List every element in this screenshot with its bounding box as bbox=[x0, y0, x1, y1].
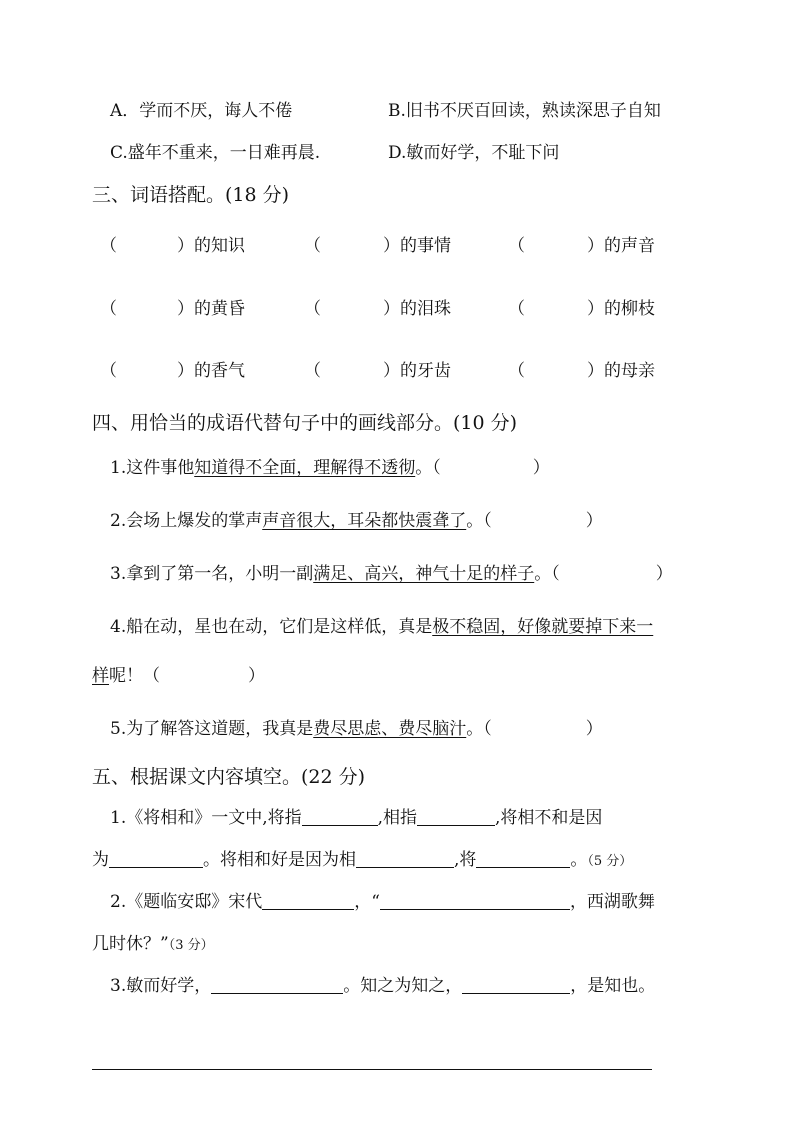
question-4-5: 5.为了解答这道题，我真是费尽思虑、费尽脑汁。（ ） bbox=[110, 719, 603, 739]
answer-blank[interactable] bbox=[476, 849, 570, 868]
answer-blank[interactable] bbox=[462, 975, 570, 994]
option-b: B.旧书不厌百回读，熟读深思子自知 bbox=[388, 101, 661, 121]
question-4-1: 1.这件事他知道得不全面，理解得不透彻。（ ） bbox=[110, 458, 550, 478]
question-5-2: 2.《题临安邸》宋代 ，“ ，西湖歌舞 bbox=[110, 892, 655, 912]
option-a: A．学而不厌，诲人不倦 bbox=[110, 101, 293, 121]
match-cell: （ ）的事情 bbox=[304, 236, 451, 256]
answer-blank[interactable] bbox=[109, 849, 203, 868]
match-cell: （ ）的牙齿 bbox=[304, 361, 451, 381]
question-4-4: 4.船在动，星也在动，它们是这样低，真是极不稳固，好像就要掉下来一 bbox=[110, 617, 654, 637]
answer-blank[interactable] bbox=[380, 891, 570, 910]
match-cell: （ ）的声音 bbox=[508, 236, 655, 256]
option-c: C.盛年不重来，一日难再晨. bbox=[110, 143, 321, 163]
section-4-title: 四、用恰当的成语代替句子中的画线部分。(10 分) bbox=[92, 412, 518, 434]
question-4-3: 3.拿到了第一名，小明一副满足、高兴，神气十足的样子。（ ） bbox=[110, 564, 673, 584]
match-cell: （ ）的柳枝 bbox=[508, 299, 655, 319]
question-4-2: 2.会场上爆发的掌声声音很大，耳朵都快震聋了。（ ） bbox=[110, 511, 603, 531]
match-cell: （ ）的泪珠 bbox=[304, 299, 451, 319]
question-5-3: 3.敏而好学， 。知之为知之， ，是知也。 bbox=[110, 976, 656, 996]
section-3-title: 三、词语搭配。(18 分) bbox=[92, 184, 290, 206]
match-cell: （ ）的母亲 bbox=[508, 361, 655, 381]
match-cell: （ ）的知识 bbox=[100, 236, 245, 256]
question-5-1-cont: 为 。将相和好是因为相 ,将 。（5 分） bbox=[92, 850, 633, 870]
answer-blank[interactable] bbox=[356, 849, 454, 868]
question-4-4-cont: 样呢！（ ） bbox=[92, 666, 265, 686]
answer-blank[interactable] bbox=[262, 891, 354, 910]
option-d: D.敏而好学，不耻下问 bbox=[388, 143, 560, 163]
answer-blank[interactable] bbox=[417, 807, 495, 826]
answer-blank[interactable] bbox=[302, 807, 378, 826]
question-5-2-cont: 几时休？”（3 分） bbox=[92, 934, 214, 954]
match-cell: （ ）的香气 bbox=[100, 361, 245, 381]
section-5-title: 五、根据课文内容填空。(22 分) bbox=[92, 766, 366, 788]
answer-line[interactable] bbox=[92, 1069, 652, 1070]
answer-blank[interactable] bbox=[211, 975, 343, 994]
match-cell: （ ）的黄昏 bbox=[100, 299, 245, 319]
question-5-1: 1.《将相和》一文中,将指 ,相指 ,将相不和是因 bbox=[110, 808, 603, 828]
